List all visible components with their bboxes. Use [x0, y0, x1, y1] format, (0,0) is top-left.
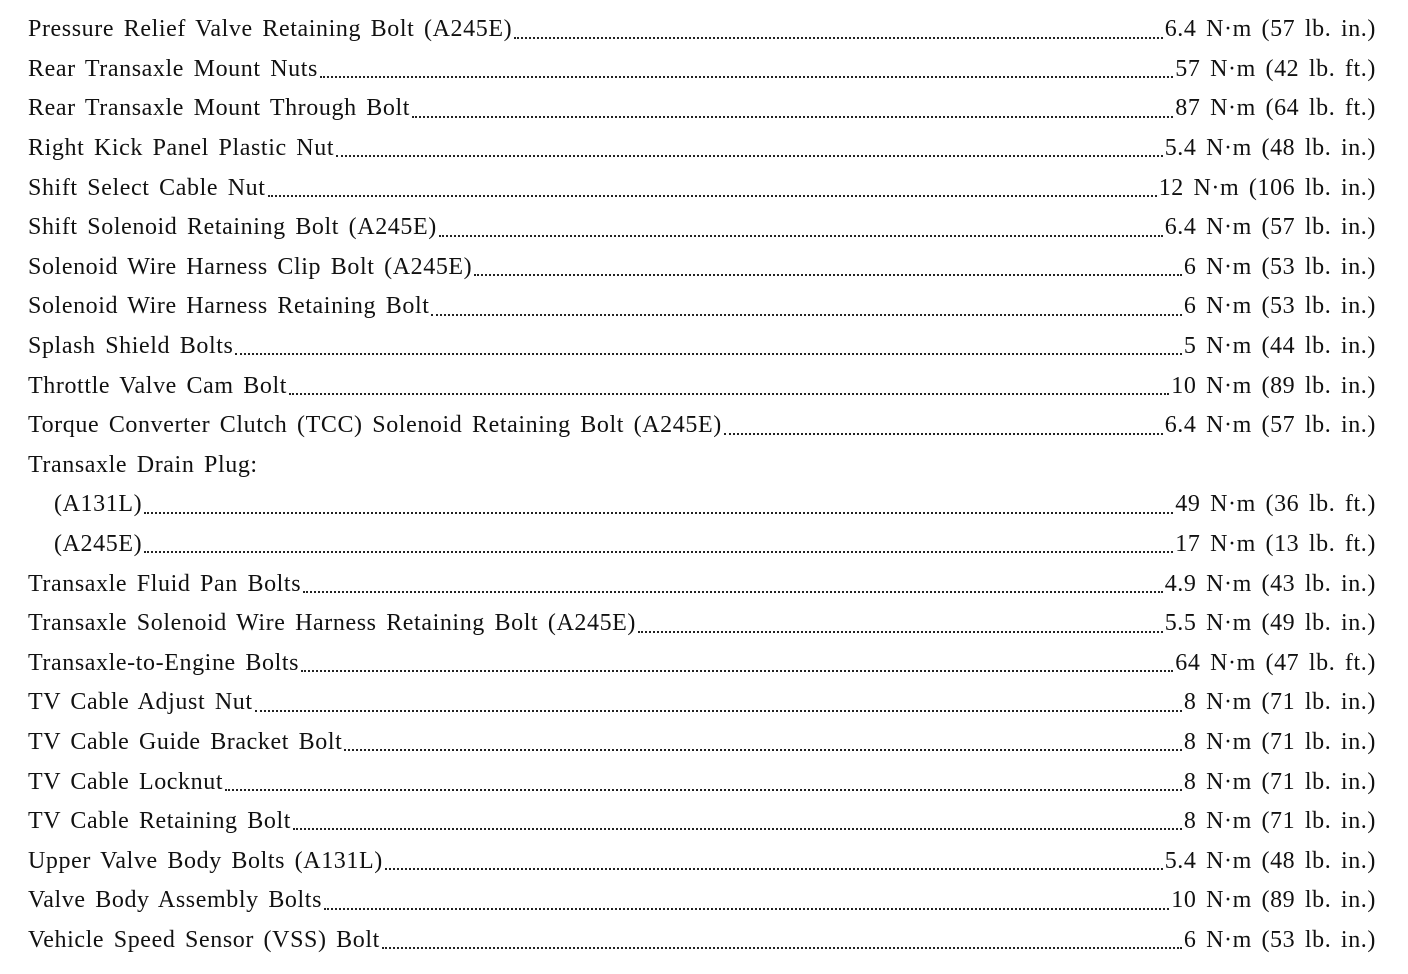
spec-value: 6.4 N·m (57 lb. in.) [1164, 16, 1376, 43]
spec-row [28, 10, 1376, 50]
dot-leader [144, 511, 1173, 514]
torque-spec-list [28, 10, 1376, 960]
spec-row [28, 366, 1376, 406]
spec-label: Pressure Relief Valve Retaining Bolt (A245E) [28, 16, 513, 43]
spec-value: 8 N·m (71 lb. in.) [1183, 808, 1376, 835]
spec-label: Shift Select Cable Nut [28, 174, 266, 201]
dot-leader [255, 709, 1182, 712]
dot-leader [385, 867, 1163, 870]
spec-value: 10 N·m (89 lb. in.) [1171, 372, 1376, 399]
dot-leader [514, 36, 1162, 39]
spec-value: 6 N·m (53 lb. in.) [1183, 253, 1376, 280]
spec-value: 57 N·m (42 lb. ft.) [1175, 55, 1376, 82]
spec-label: Upper Valve Body Bolts (A131L) [28, 847, 383, 874]
dot-leader [336, 154, 1163, 157]
spec-label: Transaxle Solenoid Wire Harness Retaining Bolt (A245E) [28, 610, 637, 637]
spec-value: 6.4 N·m (57 lb. in.) [1164, 214, 1376, 241]
dot-leader [412, 115, 1173, 118]
spec-label: Vehicle Speed Sensor (VSS) Bolt [28, 926, 380, 953]
spec-label: Splash Shield Bolts [28, 333, 234, 360]
spec-label: (A131L) [54, 491, 143, 518]
spec-label: Rear Transaxle Mount Nuts [28, 55, 318, 82]
spec-label: Right Kick Panel Plastic Nut [28, 135, 335, 162]
dot-leader [268, 194, 1157, 197]
spec-value: 64 N·m (47 lb. ft.) [1175, 649, 1376, 676]
spec-label: Transaxle-to-Engine Bolts [28, 649, 300, 676]
spec-row [28, 683, 1376, 723]
dot-leader [320, 75, 1173, 78]
spec-label: Rear Transaxle Mount Through Bolt [28, 95, 411, 122]
spec-row [28, 287, 1376, 327]
spec-value: 5.4 N·m (48 lb. in.) [1164, 847, 1376, 874]
spec-value: 5 N·m (44 lb. in.) [1183, 333, 1376, 360]
dot-leader [235, 352, 1181, 355]
spec-label: Shift Solenoid Retaining Bolt (A245E) [28, 214, 437, 241]
spec-row [28, 604, 1376, 644]
spec-label: TV Cable Guide Bracket Bolt [28, 728, 343, 755]
spec-label: TV Cable Locknut [28, 768, 224, 795]
spec-label: TV Cable Retaining Bolt [28, 808, 291, 835]
dot-leader [324, 907, 1169, 910]
spec-value: 4.9 N·m (43 lb. in.) [1164, 570, 1376, 597]
dot-leader [289, 392, 1169, 395]
spec-value: 8 N·m (71 lb. in.) [1183, 689, 1376, 716]
dot-leader [474, 273, 1182, 276]
spec-row [28, 248, 1376, 288]
spec-label: Solenoid Wire Harness Clip Bolt (A245E) [28, 253, 473, 280]
spec-value: 17 N·m (13 lb. ft.) [1175, 531, 1376, 558]
spec-row [28, 327, 1376, 367]
spec-row [28, 564, 1376, 604]
spec-row [28, 802, 1376, 842]
dot-leader [144, 550, 1173, 553]
spec-row [28, 762, 1376, 802]
spec-row [28, 208, 1376, 248]
spec-value: 8 N·m (71 lb. in.) [1183, 728, 1376, 755]
spec-value: 49 N·m (36 lb. ft.) [1175, 491, 1376, 518]
spec-row [28, 129, 1376, 169]
spec-row [28, 921, 1376, 961]
spec-label: Transaxle Fluid Pan Bolts [28, 570, 302, 597]
spec-row [28, 89, 1376, 129]
dot-leader [344, 748, 1182, 751]
spec-row [28, 525, 1376, 565]
spec-value: 6.4 N·m (57 lb. in.) [1164, 412, 1376, 439]
dot-leader [439, 234, 1163, 237]
spec-label: TV Cable Adjust Nut [28, 689, 253, 716]
spec-value: 10 N·m (89 lb. in.) [1171, 887, 1376, 914]
spec-group-heading [28, 446, 1376, 486]
spec-row [28, 841, 1376, 881]
spec-row [28, 50, 1376, 90]
spec-row [28, 168, 1376, 208]
spec-value: 12 N·m (106 lb. in.) [1158, 174, 1376, 201]
spec-row [28, 406, 1376, 446]
spec-value: 6 N·m (53 lb. in.) [1183, 926, 1376, 953]
spec-label: Transaxle Drain Plug: [28, 451, 258, 478]
spec-value: 6 N·m (53 lb. in.) [1183, 293, 1376, 320]
spec-row [28, 723, 1376, 763]
dot-leader [382, 946, 1182, 949]
dot-leader [431, 313, 1181, 316]
spec-row [28, 485, 1376, 525]
spec-value: 5.5 N·m (49 lb. in.) [1164, 610, 1376, 637]
dot-leader [303, 590, 1163, 593]
dot-leader [225, 788, 1182, 791]
spec-label: Valve Body Assembly Bolts [28, 887, 323, 914]
spec-label: Solenoid Wire Harness Retaining Bolt [28, 293, 430, 320]
spec-row [28, 881, 1376, 921]
spec-label: Throttle Valve Cam Bolt [28, 372, 287, 399]
dot-leader [293, 827, 1182, 830]
dot-leader [724, 432, 1163, 435]
spec-row [28, 644, 1376, 684]
spec-value: 8 N·m (71 lb. in.) [1183, 768, 1376, 795]
spec-value: 5.4 N·m (48 lb. in.) [1164, 135, 1376, 162]
dot-leader [301, 669, 1173, 672]
spec-value: 87 N·m (64 lb. ft.) [1175, 95, 1376, 122]
dot-leader [638, 630, 1163, 633]
spec-label: (A245E) [54, 531, 143, 558]
spec-label: Torque Converter Clutch (TCC) Solenoid Retaining Bolt (A245E) [28, 412, 722, 439]
